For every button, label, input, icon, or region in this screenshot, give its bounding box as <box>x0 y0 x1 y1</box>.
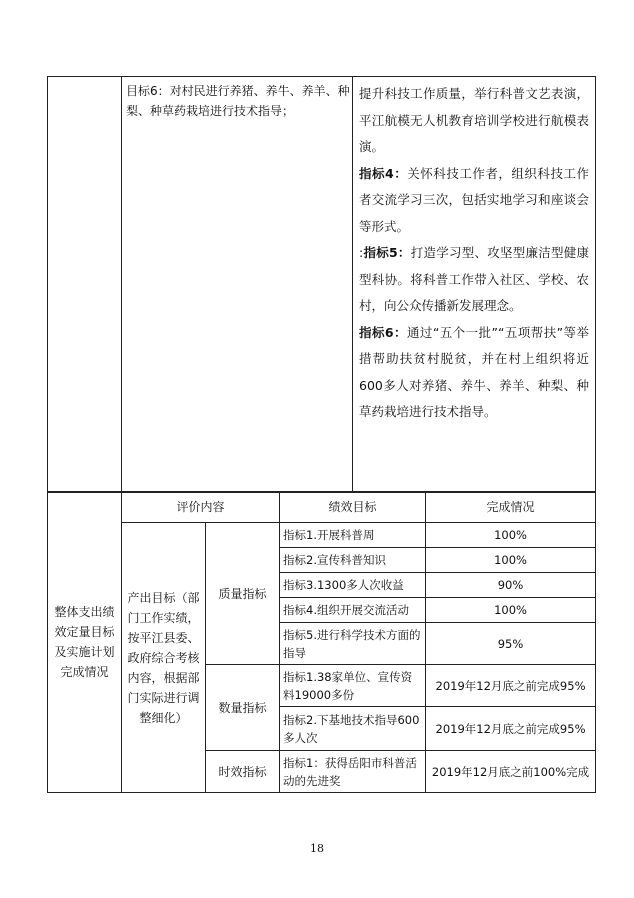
table-row-target <box>280 623 426 665</box>
paragraph-indicator4 <box>359 161 589 241</box>
table-row-status <box>426 573 596 598</box>
table-row-status <box>426 523 596 548</box>
header-target <box>280 492 426 523</box>
header-status <box>426 492 596 523</box>
upper-table <box>47 76 596 493</box>
table-row-target <box>280 598 426 623</box>
table-row-status <box>426 665 596 707</box>
indicator-description-cell <box>353 77 596 493</box>
row-header-cell <box>48 492 122 793</box>
paragraph-indicator6 <box>359 320 589 426</box>
upper-row-header-empty <box>48 77 122 493</box>
target-text: 指标3.1300多人次收益 <box>283 578 404 592</box>
table-row-target <box>280 523 426 548</box>
group-quality-label: 质量指标 <box>218 586 267 601</box>
row-header-text: 整体支出绩效定量目标及实施计划完成情况 <box>54 605 115 679</box>
table-row-target <box>280 665 426 707</box>
indicator5-label: 指标5： <box>363 245 411 260</box>
status-text: 90% <box>497 578 524 592</box>
status-text: 2019年12月底之前100%完成 <box>431 764 590 779</box>
header-content-text: 评价内容 <box>176 500 225 514</box>
target-text: 指标1：获得岳阳市科普活动的先进奖 <box>283 755 417 788</box>
evaluation-table <box>47 491 596 793</box>
group-quantity-label: 数量指标 <box>218 700 267 715</box>
status-text: 2019年12月底之前完成95% <box>435 721 586 736</box>
target-text: 指标1.开展科普周 <box>283 528 375 542</box>
target-text: 指标5.进行科学技术方面的指导 <box>283 627 421 660</box>
group-timeliness <box>206 751 280 793</box>
table-row-target <box>280 548 426 573</box>
paragraph-intro <box>359 81 589 161</box>
header-target-text: 绩效目标 <box>328 500 377 514</box>
table-row-status <box>426 598 596 623</box>
table-row-status <box>426 751 596 793</box>
target-text: 指标1.38家单位、宣传资料19000多份 <box>283 669 413 702</box>
paragraph-intro-text: 提升科技工作质量，举行科普文艺表演，平江航模无人机教育培训学校进行航模表演。 <box>359 86 589 154</box>
table-row-status <box>426 623 596 665</box>
header-content <box>122 492 280 523</box>
status-text: 2019年12月底之前完成95% <box>435 678 586 693</box>
output-target-cell <box>122 523 206 793</box>
status-text: 100% <box>494 553 527 567</box>
target-text: 指标4.组织开展交流活动 <box>283 603 409 617</box>
indicator4-label: 指标4： <box>359 165 408 181</box>
page-number: 18 <box>310 842 324 855</box>
group-quality <box>206 523 280 665</box>
indicator5-text: 打造学习型、攻坚型廉洁型健康型科协。将科普工作带入社区、学校、农村，向公众传播新发展理念。 <box>359 245 589 313</box>
target-text: 指标2.下基地技术指导600多人次 <box>283 712 420 745</box>
indicator6-label: 指标6： <box>359 324 407 340</box>
status-text: 100% <box>494 603 527 617</box>
paragraph-indicator5 <box>359 240 589 320</box>
target-text: 指标2.宣传科普知识 <box>283 553 386 567</box>
output-target-text: 产出目标（部门工作实绩，按平江县委、政府综合考核内容，根据部门实际进行调整细化） <box>127 590 200 725</box>
group-timeliness-label: 时效指标 <box>218 764 267 779</box>
indicator5-prefix: : <box>359 245 364 260</box>
status-text: 100% <box>494 528 527 542</box>
table-row-target <box>280 751 426 793</box>
table-row-target <box>280 707 426 751</box>
header-status-text: 完成情况 <box>486 500 535 514</box>
status-text: 95% <box>497 636 524 651</box>
indicator4-text: 关怀科技工作者，组织科技工作者交流学习三次，包括实地学习和座谈会等形式。 <box>359 165 589 234</box>
target6-text: 目标6：对村民进行养猪、养牛、养羊、种梨、种草药栽培进行技术指导； <box>126 84 350 118</box>
target6-cell <box>122 77 353 493</box>
table-row-target <box>280 573 426 598</box>
group-quantity <box>206 665 280 751</box>
table-row-status <box>426 548 596 573</box>
table-row-status <box>426 707 596 751</box>
indicator6-text: 通过“五个一批”“五项帮扶”等举措帮助扶贫村脱贫，并在村上组织将近600多人对养猪、养牛、养羊、种梨、种草药栽培进行技术指导。 <box>359 324 589 419</box>
